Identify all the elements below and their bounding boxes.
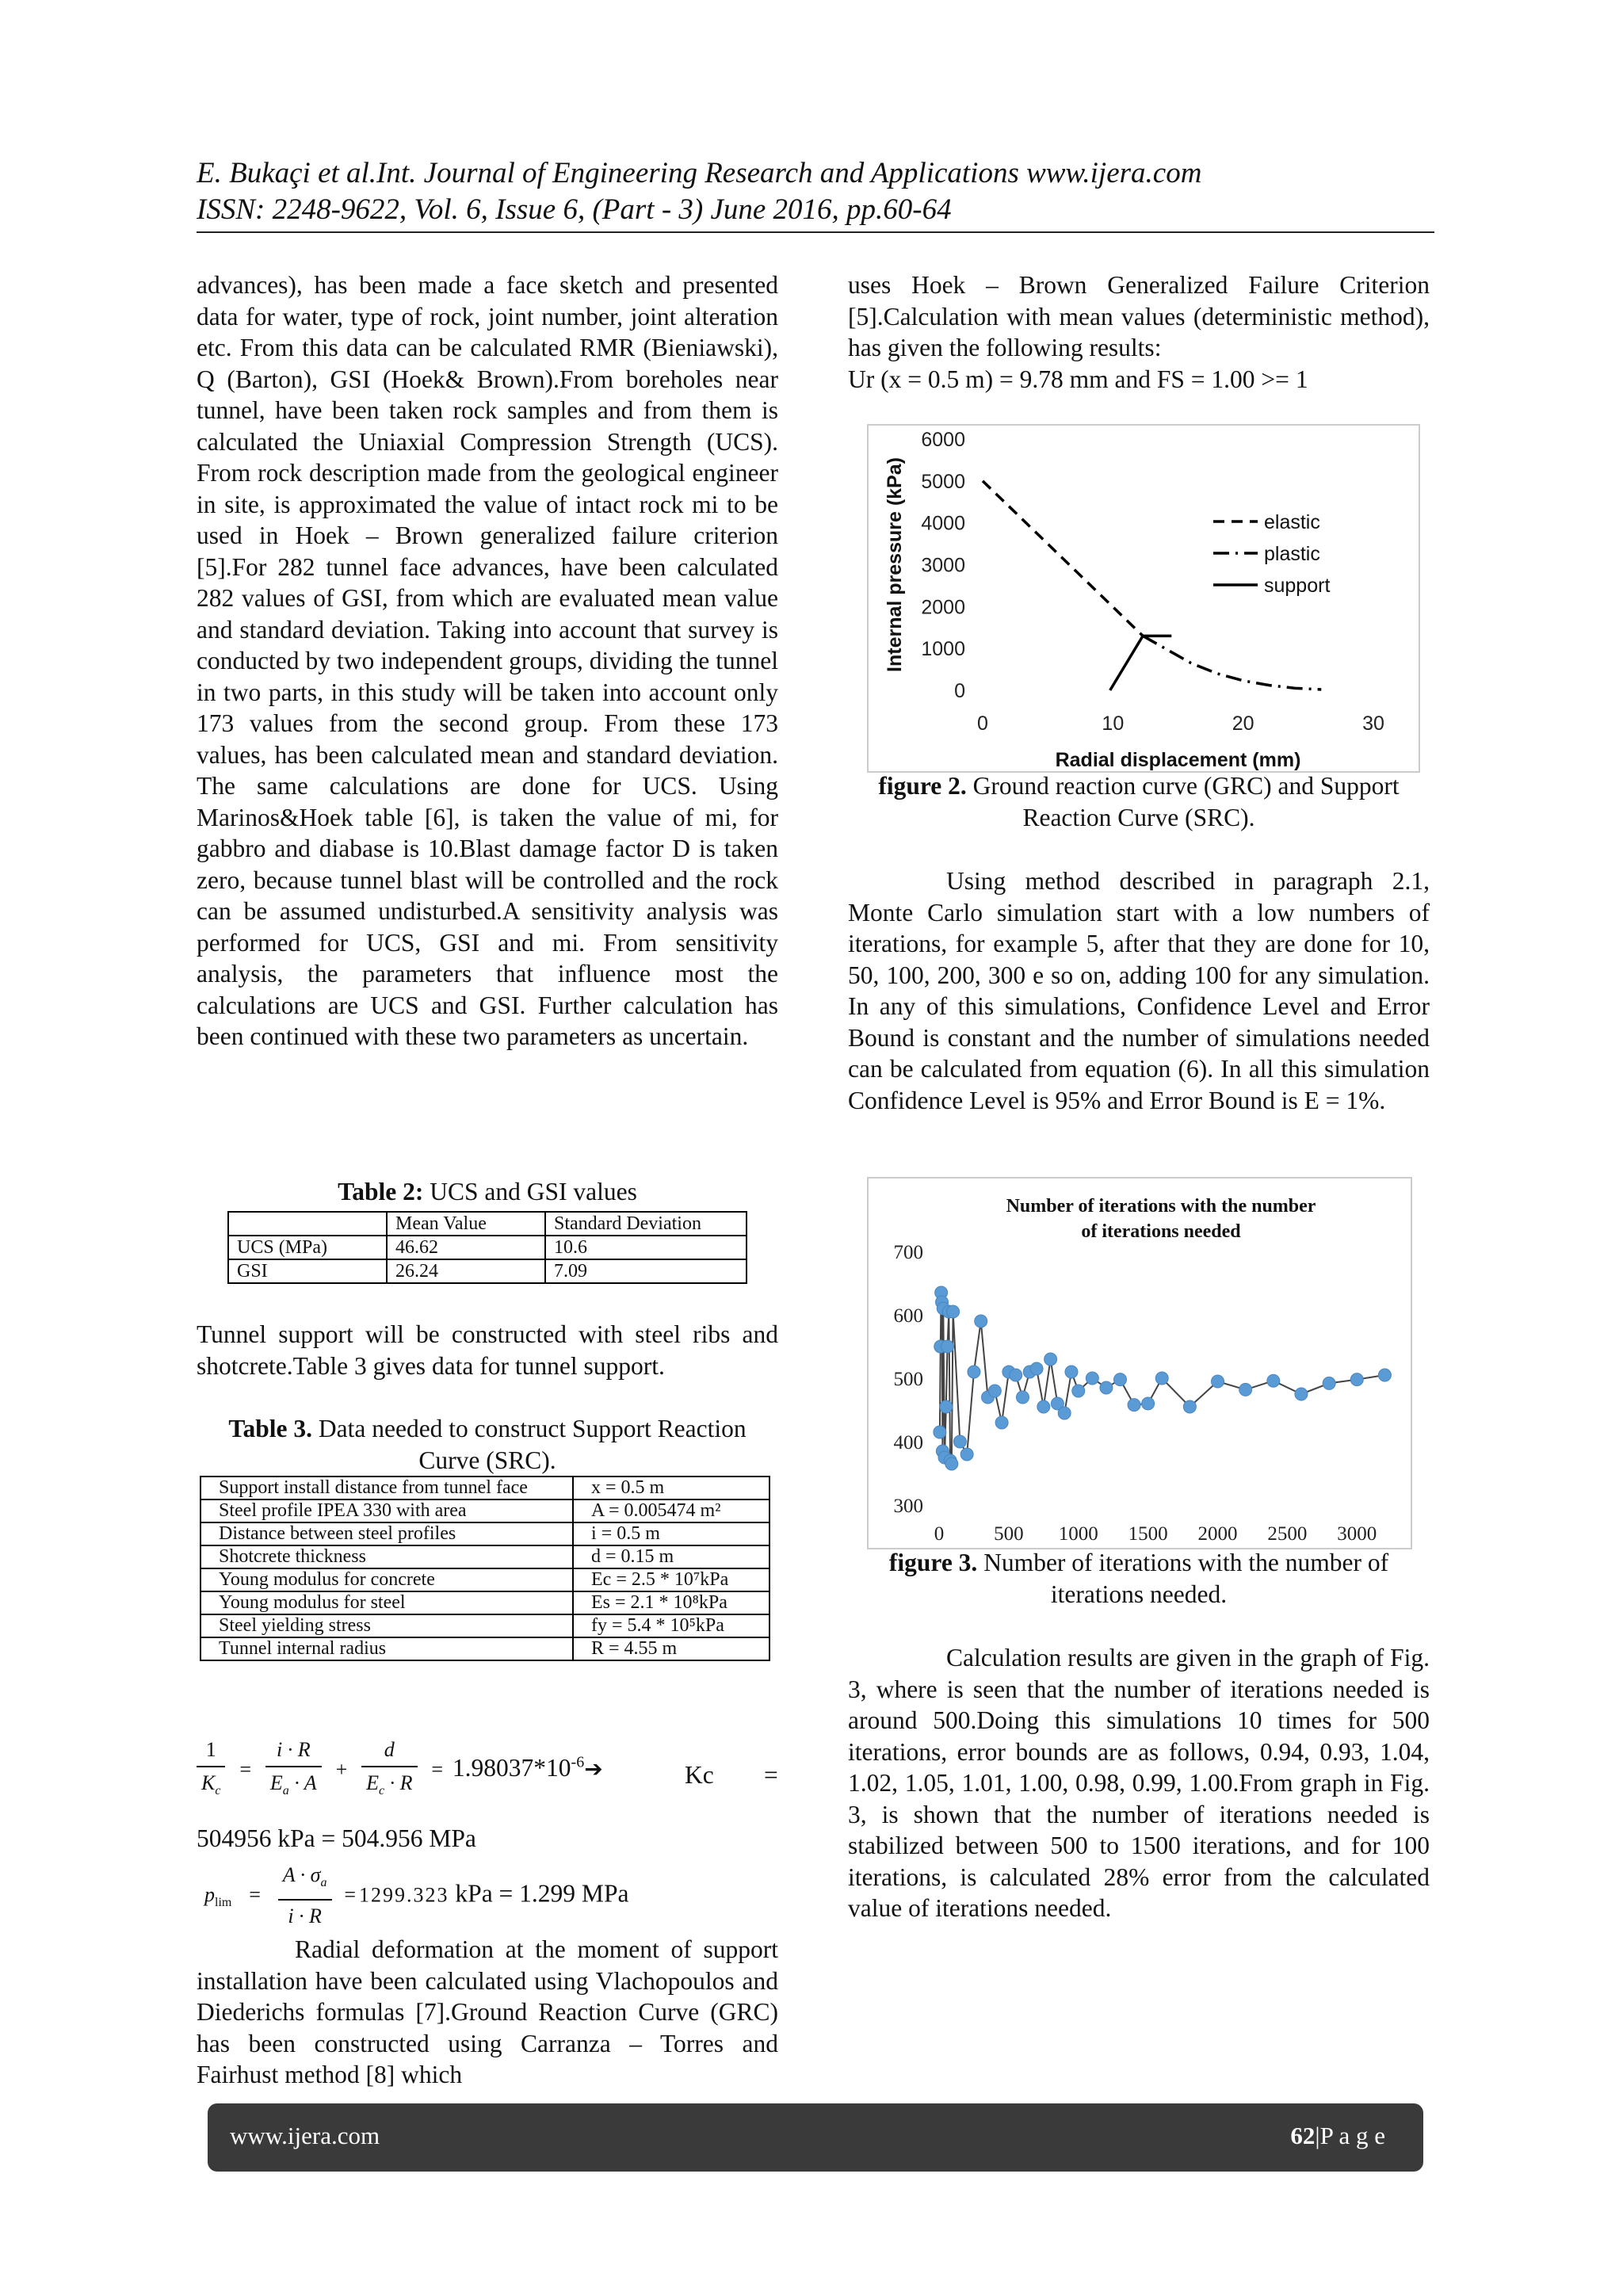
plim-rest: kPa = 1.299 MPa (449, 1879, 629, 1908)
table-row (228, 1236, 747, 1259)
x-tick-label: 2000 (1197, 1523, 1238, 1545)
chart-title-line2: of iterations needed (1081, 1221, 1241, 1242)
header-journal: E. Bukaçi et al.Int. Journal of Engineering Research and Applications www.ijera.com (197, 157, 1202, 189)
y-axis-label: Internal pressure (kPa) (884, 457, 906, 672)
arrow-icon: ➔ (584, 1755, 603, 1782)
legend-label-elastic: elastic (1264, 511, 1320, 533)
footer-page (1290, 2122, 1385, 2150)
data-point (934, 1426, 946, 1438)
table-row (200, 1637, 769, 1660)
table3 (200, 1476, 770, 1661)
table-row (200, 1477, 769, 1499)
table-cell: R = 4.55 m (573, 1637, 769, 1660)
table2 (227, 1211, 747, 1284)
frac-den-symbol: K (201, 1771, 216, 1794)
result-mantissa: 1.98037*10 (452, 1754, 571, 1782)
table-cell: A = 0.005474 m² (573, 1499, 769, 1522)
data-point (1010, 1369, 1022, 1381)
figure3-chart (866, 1176, 1413, 1550)
x-tick-label: 30 (1362, 712, 1384, 735)
table2-caption (197, 1176, 778, 1208)
right-paragraph-2-block (848, 865, 1430, 1116)
y-tick-label: 700 (893, 1242, 923, 1263)
table-cell: Steel profile IPEA 330 with area (200, 1499, 573, 1522)
table-cell: Young modulus for steel (200, 1591, 573, 1614)
data-point (1037, 1400, 1050, 1413)
data-point (1267, 1374, 1280, 1387)
data-point (1016, 1391, 1029, 1404)
frac-num: i · R (276, 1738, 311, 1761)
plim-value: 1299.323 (359, 1883, 449, 1907)
table-cell: Shotcrete thickness (200, 1545, 573, 1568)
data-point (1183, 1400, 1196, 1413)
data-point (960, 1448, 973, 1461)
x-tick-label: 0 (934, 1523, 945, 1545)
frac-den (361, 1766, 417, 1807)
y-tick-label: 3000 (921, 554, 965, 577)
page-footer (208, 2103, 1423, 2172)
frac-term2 (361, 1734, 417, 1807)
result-line: Ur (x = 0.5 m) = 9.78 mm and FS = 1.00 >= 1 (848, 365, 1308, 393)
data-point (940, 1400, 953, 1413)
frac-den-symbol: E (366, 1771, 379, 1794)
data-point (1378, 1369, 1391, 1381)
frac-den (265, 1766, 322, 1807)
header-issn: ISSN: 2248-9622, Vol. 6, Issue 6, (Part - 3) June 2016, pp.60-64 (197, 193, 952, 226)
x-tick-label: 20 (1232, 712, 1254, 735)
table-row (200, 1568, 769, 1591)
frac-num-sub: a (320, 1876, 327, 1890)
kc-label: Kc (685, 1761, 714, 1789)
y-tick-label: 600 (893, 1305, 923, 1327)
x-tick-label: 1500 (1128, 1523, 1168, 1545)
left-paragraph-2-block (197, 1319, 778, 1381)
figure3-caption-text: Number of iterations with the number of iterations needed. (977, 1549, 1389, 1608)
table-cell: i = 0.5 m (573, 1522, 769, 1545)
table2-header-row (228, 1212, 747, 1236)
x-axis-label: Radial displacement (mm) (1055, 749, 1301, 771)
left-paragraph-3-block (197, 1934, 778, 2091)
table-cell: 7.09 (545, 1259, 747, 1283)
x-tick-label: 2500 (1267, 1523, 1308, 1545)
frac-den-sub: a (282, 1784, 289, 1798)
x-tick-label: 0 (977, 712, 988, 735)
table-row (200, 1545, 769, 1568)
plim-symbol (204, 1883, 232, 1910)
data-point (1044, 1353, 1057, 1366)
data-point (1350, 1373, 1363, 1386)
frac-num: 1 (205, 1738, 216, 1761)
result-exponent: -6 (571, 1753, 585, 1771)
data-point (968, 1366, 980, 1378)
table2-caption-label: Table 2: (338, 1178, 424, 1205)
page-word: |P a g e (1315, 2122, 1385, 2149)
y-tick-label: 300 (893, 1496, 923, 1517)
kc-inverse-result (453, 1754, 584, 1782)
left-paragraph-3: Radial deformation at the moment of support installation have been calculated using Vlachopoulos and Diederichs formulas [7].Ground Reaction Curve (GRC) has been constructed using Carranza – Torres and Fairhust method [8] which (197, 1935, 778, 2088)
frac-plim (278, 1859, 332, 1932)
table-cell: Tunnel internal radius (200, 1637, 573, 1660)
table-cell: Steel yielding stress (200, 1614, 573, 1637)
data-point (947, 1305, 960, 1318)
y-tick-label: 4000 (921, 512, 965, 535)
page-number: 62 (1290, 2122, 1316, 2149)
running-header (197, 155, 1433, 228)
table-cell: Distance between steel profiles (200, 1522, 573, 1545)
table-cell: UCS (MPa) (228, 1236, 387, 1259)
data-point (1239, 1383, 1252, 1396)
equation-kc: $\frac{1}{K_c}$ = $\frac{i \cdot R}{E_a \cdot A}$ + $\frac{d}{E_c \cdot R}$ = $1.98037*10^{-6}➔$ Kc = (197, 1734, 778, 1829)
right-paragraph-3-block (848, 1642, 1430, 1924)
figure3-caption-label: figure 3. (888, 1549, 978, 1576)
table-row (200, 1614, 769, 1637)
data-point (1295, 1388, 1308, 1400)
data-point (995, 1416, 1008, 1429)
frac-lhs (197, 1734, 225, 1807)
right-paragraph-1: uses Hoek – Brown Generalized Failure Criterion [5].Calculation with mean values (deterministic method), has given the following results: (848, 271, 1430, 361)
table2-caption-text: UCS and GSI values (423, 1178, 637, 1205)
data-point (953, 1435, 966, 1448)
y-tick-label: 5000 (921, 470, 965, 493)
table-row (228, 1259, 747, 1283)
y-tick-label: 2000 (921, 596, 965, 619)
data-point (975, 1315, 987, 1328)
data-point (945, 1457, 958, 1470)
x-tick-label: 500 (994, 1523, 1024, 1545)
right-paragraph-3: Calculation results are given in the graph of Fig. 3, where is seen that the number of iterations needed is around 500.Doing this simulations 10 times for 500 iterations, error bounds are as follows, 0.94, 0.93, 1.04, 1.02, 1.05, 1.01, 1.00, 0.98, 0.99, 1.00.From graph in Fig. 3, is shown that the number of iterations needed is stabilized between 500 to 1500 iterations, and for 100 iterations, is calculated 28% error from the calculated value of iterations needed. (848, 1644, 1430, 1922)
legend-label-plastic: plastic (1264, 543, 1320, 565)
left-column (197, 269, 778, 1052)
figure2-caption (848, 770, 1430, 833)
table-header-cell (228, 1212, 387, 1236)
table-header-cell: Standard Deviation (545, 1212, 747, 1236)
figure3-caption (848, 1547, 1430, 1610)
plim-sub: lim (215, 1896, 232, 1910)
plim-p: p (204, 1883, 215, 1907)
header-rule (197, 231, 1434, 233)
table-cell: x = 0.5 m (573, 1477, 769, 1499)
table-cell: 10.6 (545, 1236, 747, 1259)
figure2-caption-label: figure 2. (878, 772, 967, 800)
left-paragraph-2: Tunnel support will be constructed with steel ribs and shotcrete.Table 3 gives data for tunnel support. (197, 1320, 778, 1380)
table-cell: Ec = 2.5 * 10⁷kPa (573, 1568, 769, 1591)
right-paragraph-2: Using method described in paragraph 2.1, Monte Carlo simulation start with a low numbers of iterations, for example 5, after that they are done for 10, 50, 100, 200, 300 e so on, adding 100 for any simulation. In any of this simulations, Confidence Level and Error Bound is constant and the number of simulations needed can be calculated from equation (6). In all this simulation Confidence Level is 95% and Error Bound is E = 1%. (848, 867, 1430, 1114)
footer-url[interactable]: www.ijera.com (230, 2122, 380, 2149)
frac-den: i · R (278, 1899, 332, 1932)
table-row (200, 1522, 769, 1545)
frac-num-text: A · σ (282, 1863, 321, 1886)
y-tick-label: 500 (893, 1369, 923, 1390)
data-point (1058, 1407, 1071, 1419)
legend-label-support: support (1264, 575, 1331, 597)
kc-equals: = (764, 1761, 778, 1789)
table-cell: 46.62 (387, 1236, 545, 1259)
data-point (1065, 1366, 1078, 1378)
equation-plim: $p_{lim}$ = $\frac{A \cdot \sigma_a}{i \cdot R}$ = 1299.323 kPa = 1.299 MPa (204, 1859, 778, 1939)
table-cell: Es = 2.1 * 10⁸kPa (573, 1591, 769, 1614)
table-cell: 26.24 (387, 1259, 545, 1283)
data-point (1113, 1373, 1126, 1386)
data-point (941, 1340, 954, 1353)
table3-caption-label: Table 3. (228, 1415, 313, 1442)
data-point (1030, 1362, 1043, 1375)
frac-den-rest: · A (288, 1771, 317, 1794)
data-point (1142, 1397, 1155, 1410)
table3-caption (197, 1413, 778, 1476)
frac-den-sub: c (379, 1784, 385, 1798)
table-cell: d = 0.15 m (573, 1545, 769, 1568)
table3-caption-text: Data needed to construct Support Reaction Curve (SRC). (312, 1415, 747, 1474)
table-cell: Support install distance from tunnel face (200, 1477, 573, 1499)
right-column-top (848, 269, 1430, 395)
left-paragraph-1: advances), has been made a face sketch and presented data for water, type of rock, joint number, joint alteration etc. From this data can be calculated RMR (Bieniawski), Q (Barton), GSI (Hoek& Brown).From boreholes near tunnel, have been taken rock samples and from them is calculated the Uniaxial Compression Strength (UCS). From rock description made from the geological engineer in site, is approximated the value of intact rock mi to be used in Hoek – Brown generalized failure criterion [5].For 282 tunnel face advances, have been calculated 282 values of GSI, from which are evaluated mean value and standard deviation. Taking into account that survey is conducted by two independent groups, dividing the tunnel in two parts, in this study will be taken into account only 173 values from the second group. From these 173 values, has been calculated mean and standard deviation. The same calculations are done for UCS. Using Marinos&Hoek table [6], is taken the value of mi, for gabbro and diabase is 10.Blast damage factor D is taken zero, because tunnel blast will be controlled and the rock can be assumed undisturbed.A sensitivity analysis was performed for UCS, GSI and mi. From sensitivity analysis, the parameters that influence most the calculations are UCS and GSI. Further calculation has been continued with these two parameters as uncertain. (197, 271, 778, 1050)
data-point (1086, 1372, 1098, 1385)
figure2-caption-text: Ground reaction curve (GRC) and Support Reaction Curve (SRC). (966, 772, 1400, 831)
y-tick-label: 400 (893, 1432, 923, 1454)
frac-den (197, 1766, 225, 1807)
frac-den-rest: · R (384, 1771, 413, 1794)
data-point (1212, 1375, 1224, 1388)
data-point (1155, 1372, 1168, 1385)
x-tick-label: 10 (1102, 712, 1125, 735)
table-cell: GSI (228, 1259, 387, 1283)
data-point (1100, 1381, 1113, 1394)
figure2-chart (866, 423, 1421, 774)
frac-den-sub: c (215, 1784, 221, 1798)
frac-den-symbol: E (269, 1771, 283, 1794)
kc-value: 504956 kPa = 504.956 MPa (197, 1824, 476, 1852)
data-point (1072, 1385, 1085, 1397)
data-point (988, 1385, 1001, 1397)
x-tick-label: 3000 (1337, 1523, 1377, 1545)
data-point (1323, 1377, 1335, 1389)
data-point (1128, 1399, 1140, 1412)
y-tick-label: 1000 (921, 638, 965, 661)
frac-num: d (384, 1738, 395, 1761)
chart-title-line1: Number of iterations with the number (1006, 1196, 1316, 1217)
table-cell: fy = 5.4 * 10⁵kPa (573, 1614, 769, 1637)
table-header-cell: Mean Value (387, 1212, 545, 1236)
frac-num (278, 1859, 332, 1899)
table-row (200, 1499, 769, 1522)
y-tick-label: 0 (954, 680, 965, 702)
y-tick-label: 6000 (921, 429, 965, 451)
table-row (200, 1591, 769, 1614)
table-cell: Young modulus for concrete (200, 1568, 573, 1591)
frac-term1 (265, 1734, 322, 1807)
x-tick-label: 1000 (1058, 1523, 1098, 1545)
